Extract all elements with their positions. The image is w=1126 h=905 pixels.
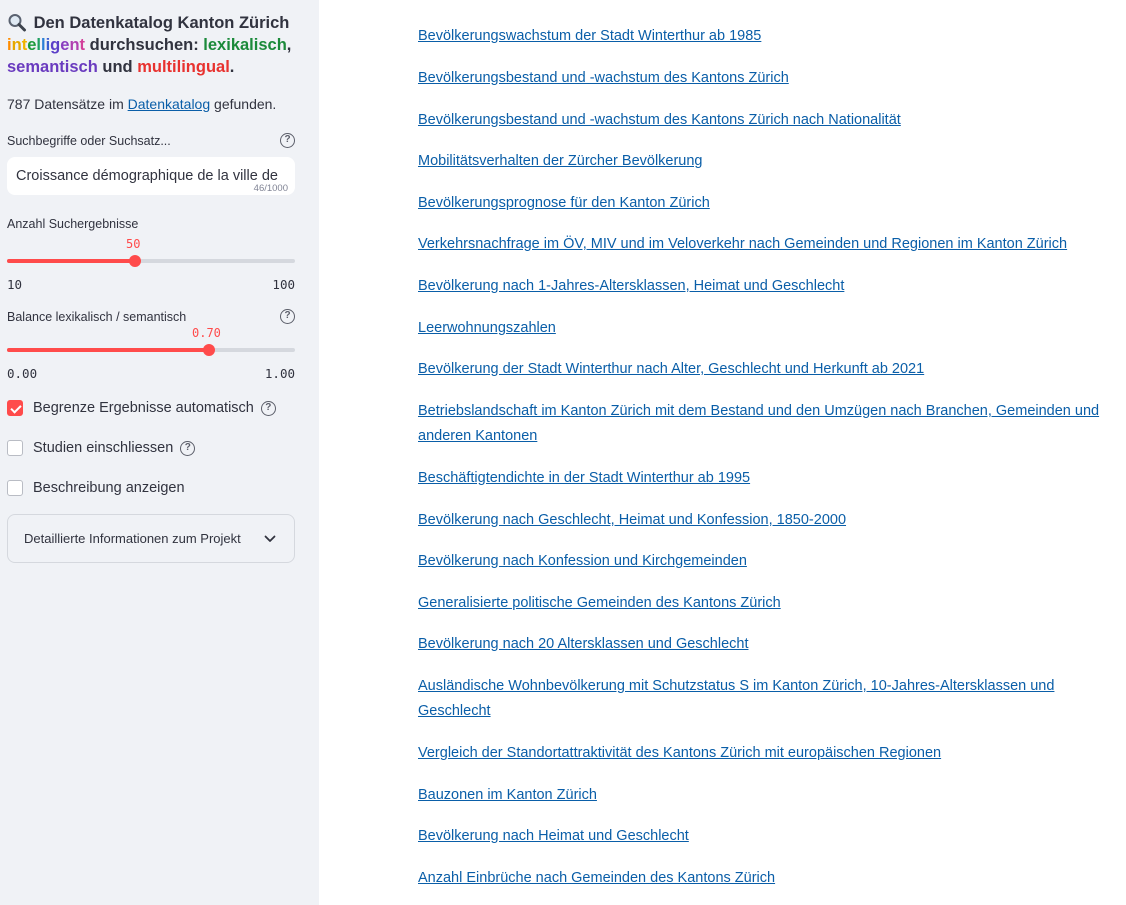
title-period: .	[229, 58, 235, 76]
rainbow-letter: i	[45, 36, 51, 54]
result-link[interactable]: Verkehrsnachfrage im ÖV, MIV und im Veloverkehr nach Gemeinden und Regionen im Kanton Zürich	[418, 236, 1068, 252]
slider-max: 100	[272, 277, 295, 292]
search-label: Suchbegriffe oder Suchsatz...	[7, 133, 171, 148]
search-field-wrapper	[7, 157, 295, 195]
rainbow-letter: t	[21, 36, 28, 54]
rainbow-letter: e	[60, 36, 70, 54]
found-prefix: 787 Datensätze im	[7, 96, 128, 112]
slider-fill	[7, 259, 135, 263]
result-link[interactable]: Generalisierte politische Gemeinden des Kantons Zürich	[418, 595, 781, 611]
slider-min: 0.00	[7, 366, 38, 381]
search-input[interactable]	[7, 157, 295, 195]
results-slider-section	[7, 217, 295, 295]
checkbox-show-description[interactable]	[7, 478, 295, 498]
checkbox-group	[7, 398, 295, 498]
search-section	[7, 133, 295, 195]
result-link[interactable]: Bevölkerung nach 1-Jahres-Altersklassen, Heimat und Geschlecht	[418, 278, 845, 294]
slider-min: 10	[7, 277, 23, 292]
rainbow-letter: i	[7, 36, 12, 54]
datenkatalog-link[interactable]: Datenkatalog	[127, 96, 211, 112]
rainbow-letter: l	[36, 36, 41, 54]
rainbow-letter: e	[27, 36, 37, 54]
result-link[interactable]: Mobilitätsverhalten der Zürcher Bevölkerung	[418, 153, 703, 169]
magnifying-glass-icon	[7, 13, 29, 31]
rainbow-letter: n	[69, 36, 80, 54]
title-line1: Den Datenkatalog Kanton Zürich	[33, 14, 290, 32]
balance-slider-label-row	[7, 309, 295, 324]
question-circle-icon[interactable]: ?	[180, 441, 195, 456]
result-link[interactable]: Bevölkerung nach Konfession und Kirchgemeinden	[418, 553, 747, 569]
result-link[interactable]: Beschäftigtendichte in der Stadt Winterthur ab 1995	[418, 470, 751, 486]
rainbow-letter: t	[79, 36, 86, 54]
slider-value: 50	[126, 237, 141, 251]
question-circle-icon[interactable]: ?	[280, 133, 295, 148]
rainbow-letter: n	[11, 36, 22, 54]
sidebar	[0, 0, 319, 905]
found-count-text	[7, 95, 295, 113]
checkbox-label: Beschreibung anzeigen	[33, 480, 185, 496]
result-link[interactable]: Bauzonen im Kanton Zürich	[418, 787, 597, 803]
checkbox-label: Studien einschliessen	[33, 440, 174, 456]
results-slider-label-row	[7, 217, 295, 231]
results-slider[interactable]	[7, 231, 295, 295]
result-link[interactable]: Bevölkerung nach Geschlecht, Heimat und Konfession, 1850-2000	[418, 512, 847, 528]
slider-value: 0.70	[192, 326, 221, 340]
result-link[interactable]: Bevölkerung nach Heimat und Geschlecht	[418, 828, 689, 844]
checkbox-include-studies[interactable]	[7, 438, 295, 458]
checkbox[interactable]	[7, 440, 23, 456]
title-rainbow-word	[7, 36, 85, 54]
result-link[interactable]: Bevölkerungsprognose für den Kanton Zürich	[418, 195, 710, 211]
result-link[interactable]: Vergleich der Standortattraktivität des Kantons Zürich mit europäischen Regionen	[418, 745, 942, 761]
checkbox-limit-results[interactable]	[7, 398, 295, 418]
main-content	[319, 0, 1126, 905]
slider-fill	[7, 348, 209, 352]
chevron-down-icon	[264, 531, 276, 546]
result-link[interactable]: Anzahl Einbrüche nach Gemeinden des Kantons Zürich	[418, 870, 776, 886]
expander-label: Detaillierte Informationen zum Projekt	[24, 531, 241, 546]
results-slider-label: Anzahl Suchergebnisse	[7, 217, 139, 231]
title-durchsuchen: durchsuchen:	[85, 36, 204, 54]
result-link[interactable]: Ausländische Wohnbevölkerung mit Schutzstatus S im Kanton Zürich, 10-Jahres-Altersklassen und Geschlecht	[418, 678, 1055, 719]
result-link[interactable]: Bevölkerungswachstum der Stadt Winterthur ab 1985	[418, 28, 762, 44]
char-counter: 46/1000	[253, 183, 288, 194]
balance-slider-section	[7, 309, 295, 388]
title-multilingual: multilingual	[137, 58, 230, 76]
found-suffix: gefunden.	[210, 96, 277, 112]
rainbow-letter: g	[50, 36, 61, 54]
result-link[interactable]: Bevölkerungsbestand und -wachstum des Kantons Zürich nach Nationalität	[418, 112, 901, 128]
result-link[interactable]: Bevölkerung der Stadt Winterthur nach Alter, Geschlecht und Herkunft ab 2021	[418, 361, 925, 377]
checkbox[interactable]	[7, 400, 23, 416]
checkbox-label: Begrenze Ergebnisse automatisch	[33, 400, 254, 416]
slider-max: 1.00	[264, 366, 295, 381]
project-info-expander[interactable]	[7, 514, 295, 563]
slider-thumb[interactable]	[129, 255, 141, 267]
result-link[interactable]: Bevölkerungsbestand und -wachstum des Kantons Zürich	[418, 70, 789, 86]
result-link[interactable]: Bevölkerung nach 20 Altersklassen und Geschlecht	[418, 636, 749, 652]
question-circle-icon[interactable]: ?	[280, 309, 295, 324]
app-title	[7, 12, 295, 78]
slider-thumb[interactable]	[203, 344, 215, 356]
checkbox[interactable]	[7, 480, 23, 496]
search-label-row	[7, 133, 295, 148]
title-lexikalisch: lexikalisch	[203, 36, 287, 54]
title-und: und	[97, 58, 138, 76]
title-semantisch: semantisch	[7, 58, 98, 76]
result-link[interactable]: Betriebslandschaft im Kanton Zürich mit dem Bestand und den Umzügen nach Branchen, Gemeinden und anderen Kantonen	[418, 403, 1100, 444]
balance-slider-label: Balance lexikalisch / semantisch	[7, 309, 187, 324]
title-comma: ,	[286, 36, 292, 54]
rainbow-letter: l	[40, 36, 46, 54]
question-circle-icon[interactable]: ?	[261, 401, 276, 416]
balance-slider[interactable]	[7, 324, 295, 388]
result-link[interactable]: Leerwohnungszahlen	[418, 320, 556, 336]
